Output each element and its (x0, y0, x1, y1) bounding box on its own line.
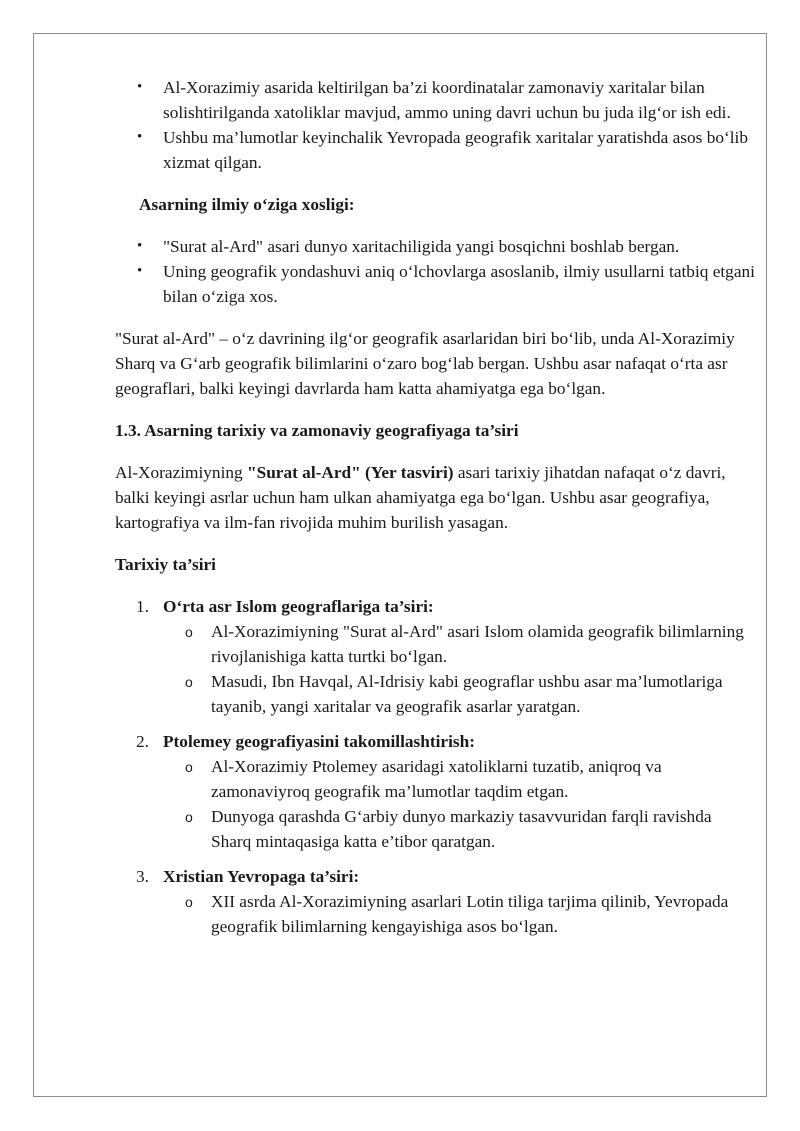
scientific-heading: Asarning ilmiy o‘ziga xosligi: (139, 195, 355, 214)
document-body (115, 75, 755, 939)
list-item (115, 594, 755, 619)
list-item (115, 864, 755, 889)
intro-text-end: asari tarixiy jihatdan nafaqat o‘z davri, balki keyingi asrlar uchun ham ulkan ahamiyatga ega bo‘lgan. Ushbu asar geografiya, kartografiya va ilm-fan rivojida muhim burilish yasagan. (115, 463, 726, 532)
list-item-title: Ptolemey geografiyasini takomillashtirish: (163, 732, 475, 751)
top-bullet-list (115, 75, 755, 175)
historical-list (115, 594, 755, 939)
sub-list-item: o Al-Xorazimiy Ptolemey asaridagi xatoliklarni tuzatib, aniqroq va zamonaviyroq geografik ma’lumotlar taqdim etgan. (115, 754, 755, 804)
scientific-bullet-list (115, 234, 755, 309)
sub-list-item: o Masudi, Ibn Havqal, Al-Idrisiy kabi geograflar ushbu asar ma’lumotlariga tayanib, yangi xaritalar va geografik asarlar yaratgan. (115, 669, 755, 719)
work-title: "Surat al-Ard" (Yer tasviri) (246, 463, 454, 482)
list-item: • "Surat al-Ard" asari dunyo xaritachiligida yangi bosqichni boshlab bergan. (115, 234, 755, 259)
list-number: 2. (136, 732, 149, 751)
intro-paragraph (115, 460, 755, 535)
intro-text-start: Al-Xorazimiyning (115, 463, 247, 482)
list-item: • Ushbu ma’lumotlar keyinchalik Yevropada geografik xaritalar yaratishda asos bo‘lib xizmat qilgan. (115, 125, 755, 175)
list-number: 3. (136, 867, 149, 886)
sub-list-item: o Dunyoga qarashda G‘arbiy dunyo markaziy tasavvuridan farqli ravishda Sharq mintaqasiga katta e’tibor qaratgan. (115, 804, 755, 854)
list-item (115, 729, 755, 754)
summary-paragraph: "Surat al-Ard" – o‘z davrining ilg‘or geografik asarlaridan biri bo‘lib, unda Al-Xorazimiy Sharq va G‘arb geografik bilimlarini o‘zaro bog‘lab bergan. Ushbu asar nafaqat o‘rta asr geograflari, balki keyingi davrlarda ham katta ahamiyatga ega bo‘lgan. (115, 329, 735, 398)
list-number: 1. (136, 597, 149, 616)
list-item: • Uning geografik yondashuvi aniq o‘lchovlarga asoslanib, ilmiy usullarni tatbiq etgani bilan o‘ziga xos. (115, 259, 755, 309)
section-heading: 1.3. Asarning tarixiy va zamonaviy geografiyaga ta’siri (115, 421, 519, 440)
sub-list-item: o XII asrda Al-Xorazimiyning asarlari Lotin tiligа tarjima qilinib, Yevropada geografik bilimlarning kengayishiga asos bo‘lgan. (115, 889, 755, 939)
list-item-title: O‘rta asr Islom geograflariga ta’siri: (163, 597, 434, 616)
historical-heading: Tarixiy ta’siri (115, 555, 216, 574)
sub-list-item: o Al-Xorazimiyning "Surat al-Ard" asari Islom olamida geografik bilimlarning rivojlanishiga katta turtki bo‘lgan. (115, 619, 755, 669)
list-item: • Al-Xorazimiy asarida keltirilgan ba’zi koordinatalar zamonaviy xaritalar bilan solishtirilganda xatoliklar mavjud, ammo uning davri uchun bu juda ilg‘or ish edi. (115, 75, 755, 125)
list-item-title: Xristian Yevropaga ta’siri: (163, 867, 360, 886)
